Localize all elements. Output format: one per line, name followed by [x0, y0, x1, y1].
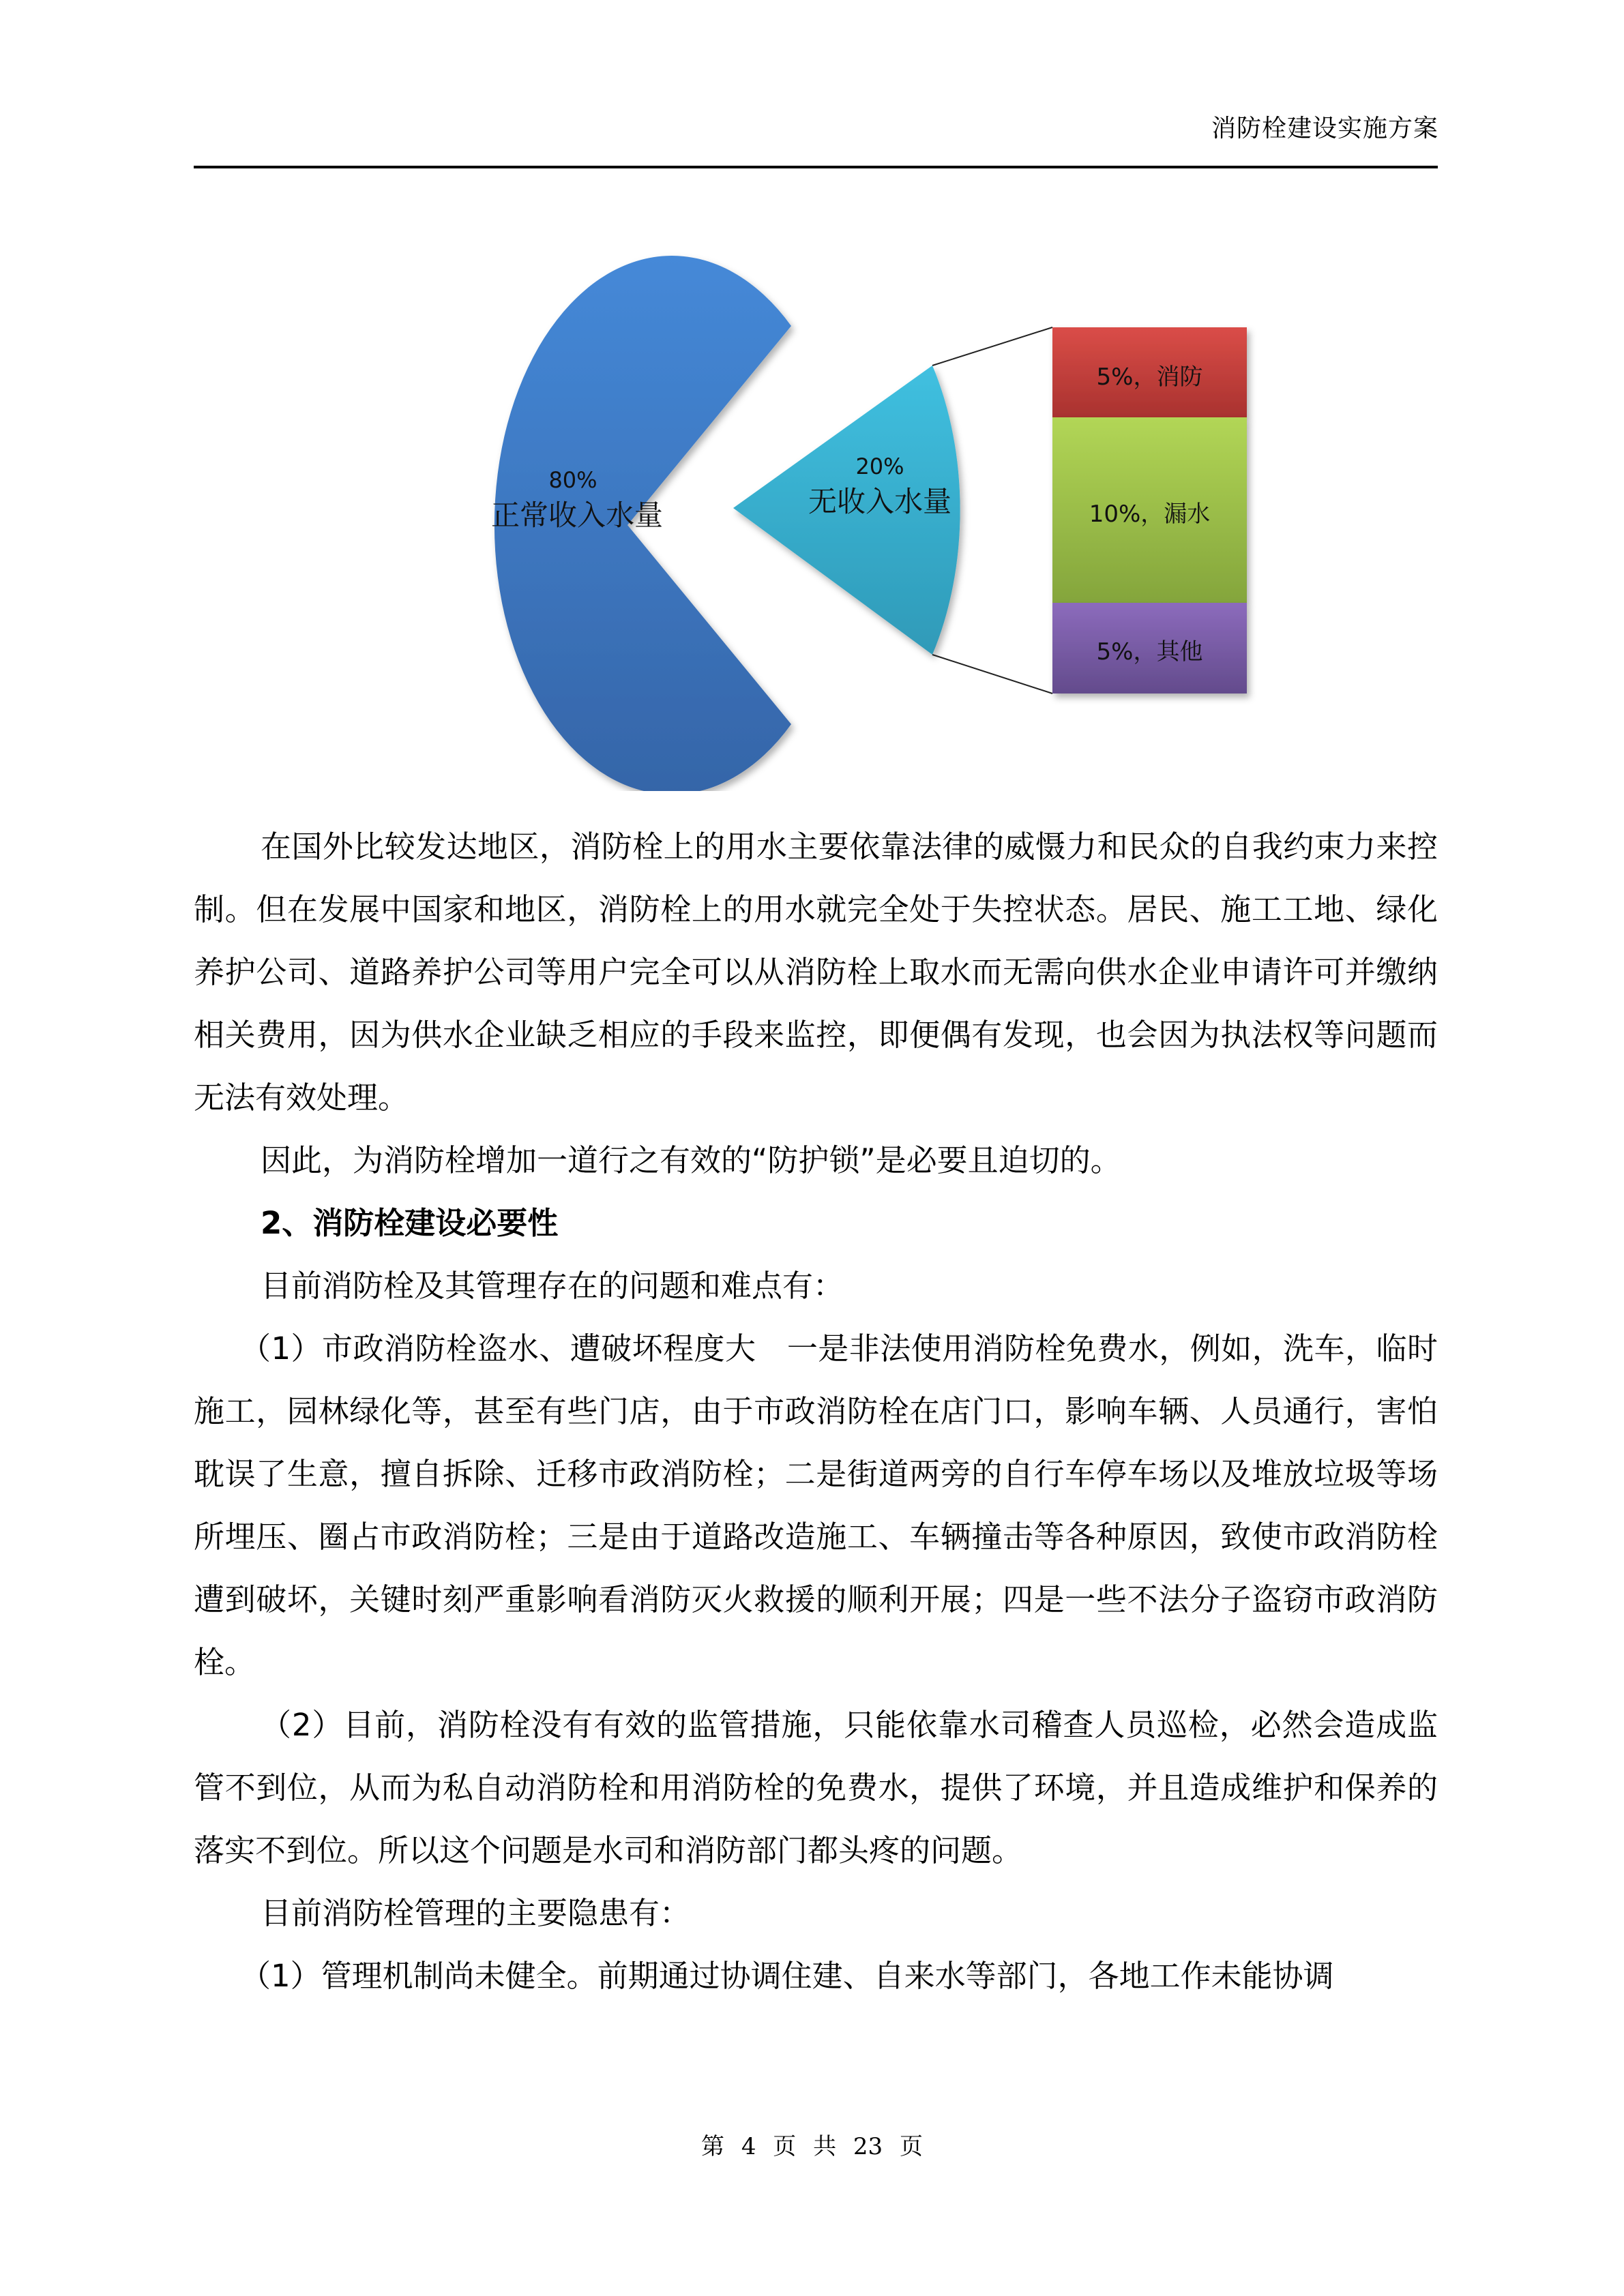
bar-label-other: 5%，其他: [1096, 638, 1203, 666]
paragraph: （1）管理机制尚未健全。前期通过协调住建、自来水等部门，各地工作未能协调: [240, 1958, 1334, 1994]
paragraph: 目前消防栓及其管理存在的问题和难点有：: [261, 1268, 844, 1304]
paragraph: 因此，为消防栓增加一道行之有效的“防护锁”是必要且迫切的。: [261, 1142, 1121, 1178]
page-number: 第 4 页 共 23 页: [701, 2133, 923, 2160]
bar-of-pie-chart: [423, 245, 1282, 791]
paragraph: 目前消防栓管理的主要隐患有：: [261, 1895, 691, 1931]
section-heading: 2、消防栓建设必要性: [261, 1205, 559, 1241]
paragraph: （2）目前，消防栓没有有效的监管措施，只能依靠水司稽查人员巡检，必然会造成监管不到位，从而为私自动消防栓和用消防栓的免费水，提供了环境，并且造成维护和保养的落实不到位。所以这个问题是水司和消防部门都头疼的问题。: [194, 1707, 1438, 1868]
running-header: 消防栓建设实施方案: [1211, 115, 1438, 143]
paragraph: 在国外比较发达地区，消防栓上的用水主要依靠法律的威慑力和民众的自我约束力来控制。但在发展中国家和地区，消防栓上的用水就完全处于失控状态。居民、施工工地、绿化养护公司、道路养护公司等用户完全可以从消防栓上取水而无需向供水企业申请许可并缴纳相关费用，因为供水企业缺乏相应的手段来监控，即便偶有发现，也会因为执法权等问题而无法有效处理。: [194, 829, 1438, 1116]
bar-label-leak: 10%，漏水: [1089, 501, 1211, 528]
pie-label-non-revenue: 20% 无收入水量: [808, 453, 951, 518]
document-body: [194, 816, 1438, 2008]
bar-label-fire: 5%，消防: [1096, 363, 1203, 391]
pie-label-normal: 80% 正常收入水量: [491, 467, 664, 532]
paragraph: （1）市政消防栓盗水、遭破坏程度大 一是非法使用消防栓免费水，例如，洗车，临时施工，园林绿化等，甚至有些门店，由于市政消防栓在店门口，影响车辆、人员通行，害怕耽误了生意，擅自拆除、迁移市政消防栓；二是街道两旁的自行车停车场以及堆放垃圾等场所埋压、圈占市政消防栓；三是由于道路改造施工、车辆撞击等各种原因，致使市政消防栓遭到破坏，关键时刻严重影响看消防灭火救援的顺利开展；四是一些不法分子盗窃市政消防栓。: [194, 1330, 1438, 1680]
header-rule: [194, 166, 1438, 168]
